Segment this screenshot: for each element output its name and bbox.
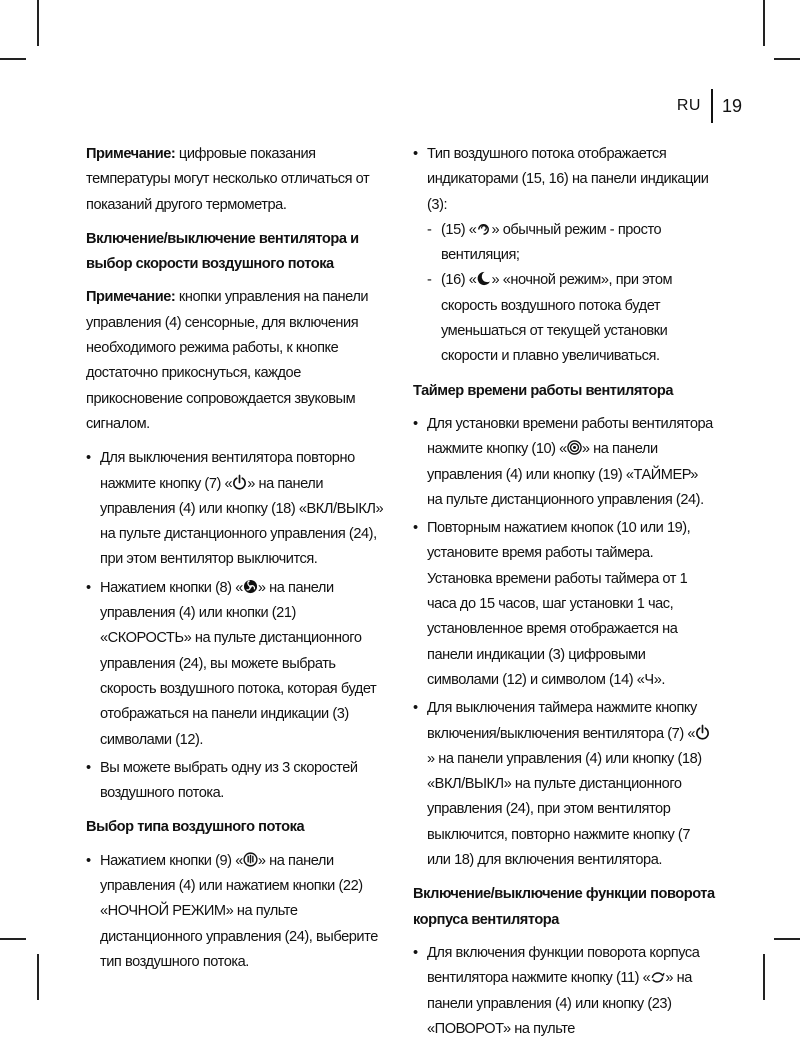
bullet-list <box>413 941 715 1042</box>
note-text: кнопки управления на панели управления (4) сенсорные, для включения необходимого режима работы, к кнопке достаточно прикоснуться, каждое прикосновение сопровождается звуковым сигналом. <box>86 289 369 432</box>
dash-list <box>427 218 715 370</box>
dash-item: - (16) « » «ночной режим», при этом скорость воздушного потока будет уменьшаться от текущей установки скорости и плавно увеличиваться. <box>427 268 715 369</box>
section-heading: Включение/выключение вентилятора и выбор скорости воздушного потока <box>86 230 359 273</box>
note-paragraph <box>86 142 386 218</box>
language-code: RU <box>676 97 701 114</box>
note-label: Примечание: <box>86 146 176 162</box>
crop-mark <box>763 954 765 1000</box>
bullet-list <box>413 142 715 370</box>
right-column <box>413 142 715 1051</box>
timer-icon <box>567 439 582 456</box>
section-heading: Таймер времени работы вентилятора <box>413 382 674 399</box>
bullet-list <box>413 412 715 873</box>
air-mode-icon <box>243 851 258 868</box>
bullet-item: • Для включения функции поворота корпуса вентилятора нажмите кнопку (11) « » на панели управления (4) или кнопку (23) «ПОВОРОТ» на пульте <box>413 941 715 1042</box>
left-column <box>86 142 386 984</box>
note-text: цифровые показания температуры могут несколько отличаться от показаний другого термометра. <box>86 146 370 213</box>
crop-mark <box>774 938 800 940</box>
crop-mark <box>37 954 39 1000</box>
bullet-item: • Для выключения таймера нажмите кнопку включения/выключения вентилятора (7) « » на панели управления (4) или кнопку (18) «ВКЛ/ВЫКЛ» на пульте дистанционного управления (24), при этом вентилятор выключится, повторно нажмите кнопку (7 или 18) для включения вентилятора. <box>413 696 715 873</box>
section-heading: Выбор типа воздушного потока <box>86 819 305 836</box>
power-icon <box>232 474 247 491</box>
normal-mode-icon <box>476 220 491 237</box>
crop-mark <box>37 0 39 46</box>
night-mode-icon <box>476 270 491 287</box>
header-divider <box>711 89 713 123</box>
bullet-item: • Для установки времени работы вентилятора нажмите кнопку (10) « » на панели управления (4) или кнопку (19) «ТАЙМЕР» на пульте дистанционного управления (24). <box>413 412 715 513</box>
section-heading: Включение/выключение функции поворота корпуса вентилятора <box>413 886 715 928</box>
crop-mark <box>0 58 26 60</box>
rotate-icon <box>650 968 665 985</box>
bullet-item: • Тип воздушного потока отображается индикаторами (15, 16) на панели индикации (3): - (15) « » обычный режим - просто вентиляция; - (16) « » «ночной режим», при этом скорость воздушного потока будет уменьшаться от текущей установки скорости и плавно увеличиваться. <box>413 142 715 370</box>
page-number: 19 <box>721 95 742 116</box>
power-icon <box>695 724 710 741</box>
dash-item: - (15) « » обычный режим - просто вентиляция; <box>427 218 715 269</box>
bullet-item: • Нажатием кнопки (8) « » на панели управления (4) или кнопки (21) «СКОРОСТЬ» на пульте дистанционного управления (24), вы можете выбрать скорость воздушного потока, которая будет отображаться на панели индикации (3) символами (12). <box>86 576 386 753</box>
bullet-item: • Повторным нажатием кнопок (10 или 19), установите время работы таймера. Установка времени работы таймера от 1 часа до 15 часов, шаг установки 1 час, установленное время отображается на панели индикации (3) цифровыми символами (12) и символом (14) «Ч». <box>413 516 715 693</box>
crop-mark <box>0 938 26 940</box>
bullet-item: • Нажатием кнопки (9) « » на панели управления (4) или нажатием кнопки (22) «НОЧНОЙ РЕЖИМ» на пульте дистанционного управления (24), выберите тип воздушного потока. <box>86 849 386 975</box>
note-paragraph <box>86 285 386 437</box>
bullet-item: • Для выключения вентилятора повторно нажмите кнопку (7) « » на панели управления (4) или кнопку (18) «ВКЛ/ВЫКЛ» на пульте дистанционного управления (24), при этом вентилятор выключится. <box>86 446 386 572</box>
bullet-item: • Вы можете выбрать одну из 3 скоростей воздушного потока. <box>86 756 386 807</box>
crop-mark <box>763 0 765 46</box>
note-label: Примечание: <box>86 289 176 306</box>
fan-speed-icon <box>243 578 258 595</box>
bullet-list <box>86 446 386 806</box>
bullet-list <box>86 849 386 975</box>
crop-mark <box>774 58 800 60</box>
page-header <box>677 89 742 123</box>
